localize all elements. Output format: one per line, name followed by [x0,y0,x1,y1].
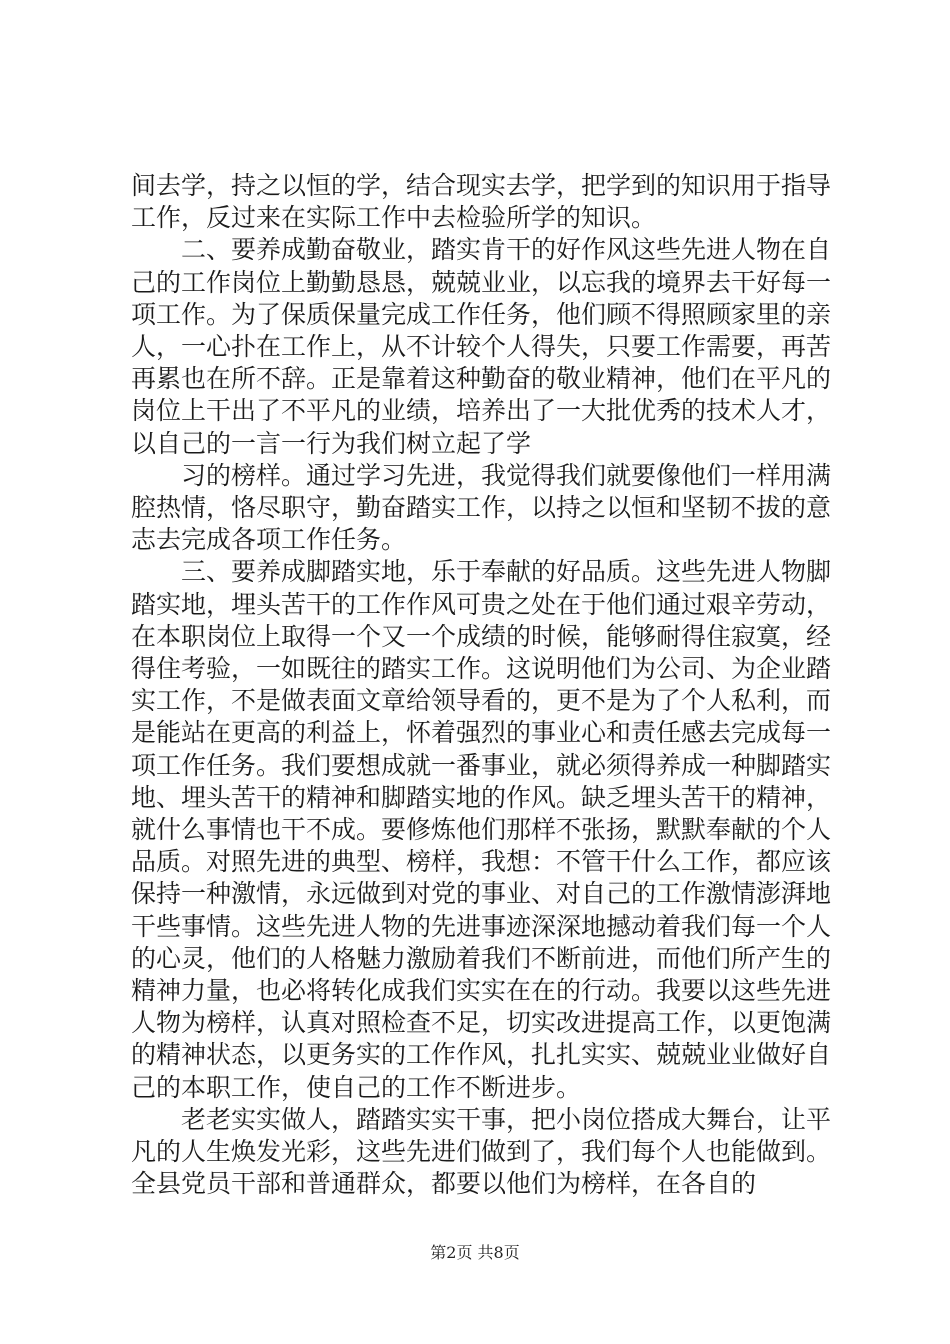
paragraph-section-two: 二、要养成勤奋敬业，踏实肯干的好作风这些先进人物在自己的工作岗位上勤勤恳恳，兢兢业业，以忘我的境界去干好每一项工作。为了保质保量完成工作任务，他们顾不得照顾家里的亲人，一心扑在工作上，从不计较个人得失，只要工作需要，再苦再累也在所不辞。正是靠着这种勤奋的敬业精神，他们在平凡的岗位上干出了不平凡的业绩，培养出了一大批优秀的技术人才，以自己的一言一行为我们树立起了学 [131,235,832,458]
paragraph-section-two-continued: 习的榜样。通过学习先进，我觉得我们就要像他们一样用满腔热情，恪尽职守，勤奋踏实工作，以持之以恒和坚韧不拔的意志去完成各项工作任务。 [131,460,832,555]
paragraph-closing: 老老实实做人，踏踏实实干事，把小岗位搭成大舞台，让平凡的人生焕发光彩，这些先进们做到了，我们每个人也能做到。全县党员干部和普通群众，都要以他们为榜样，在各自的 [131,1104,832,1199]
paragraph-section-three: 三、要养成脚踏实地，乐于奉献的好品质。这些先进人物脚踏实地，埋头苦干的工作作风可贵之处在于他们通过艰辛劳动，在本职岗位上取得一个又一个成绩的时候，能够耐得住寂寞，经得住考验，一如既往的踏实工作。这说明他们为公司、为企业踏实工作，不是做表面文章给领导看的，更不是为了个人私利，而是能站在更高的利益上，怀着强烈的事业心和责任感去完成每一项工作任务。我们要想成就一番事业，就必须得养成一种脚踏实地、埋头苦干的精神和脚踏实地的作风。缺乏埋头苦干的精神，就什么事情也干不成。要修炼他们那样不张扬，默默奉献的个人品质。对照先进的典型、榜样，我想：不管干什么工作，都应该保持一种激情，永远做到对党的事业、对自己的工作激情澎湃地干些事情。这些先进人物的先进事迹深深地撼动着我们每一个人的心灵，他们的人格魅力激励着我们不断前进，而他们所产生的精神力量，也必将转化成我们实实在在的行动。我要以这些先进人物为榜样，认真对照检查不足，切实改进提高工作，以更饱满的精神状态，以更务实的工作作风，扎扎实实、兢兢业业做好自己的本职工作，使自己的工作不断进步。 [131,557,832,1102]
paragraph-continuation: 间去学，持之以恒的学，结合现实去学，把学到的知识用于指导工作，反过来在实际工作中去检验所学的知识。 [131,171,832,233]
page-number-footer: 第2页 共8页 [430,1243,520,1262]
document-body [131,170,831,1201]
